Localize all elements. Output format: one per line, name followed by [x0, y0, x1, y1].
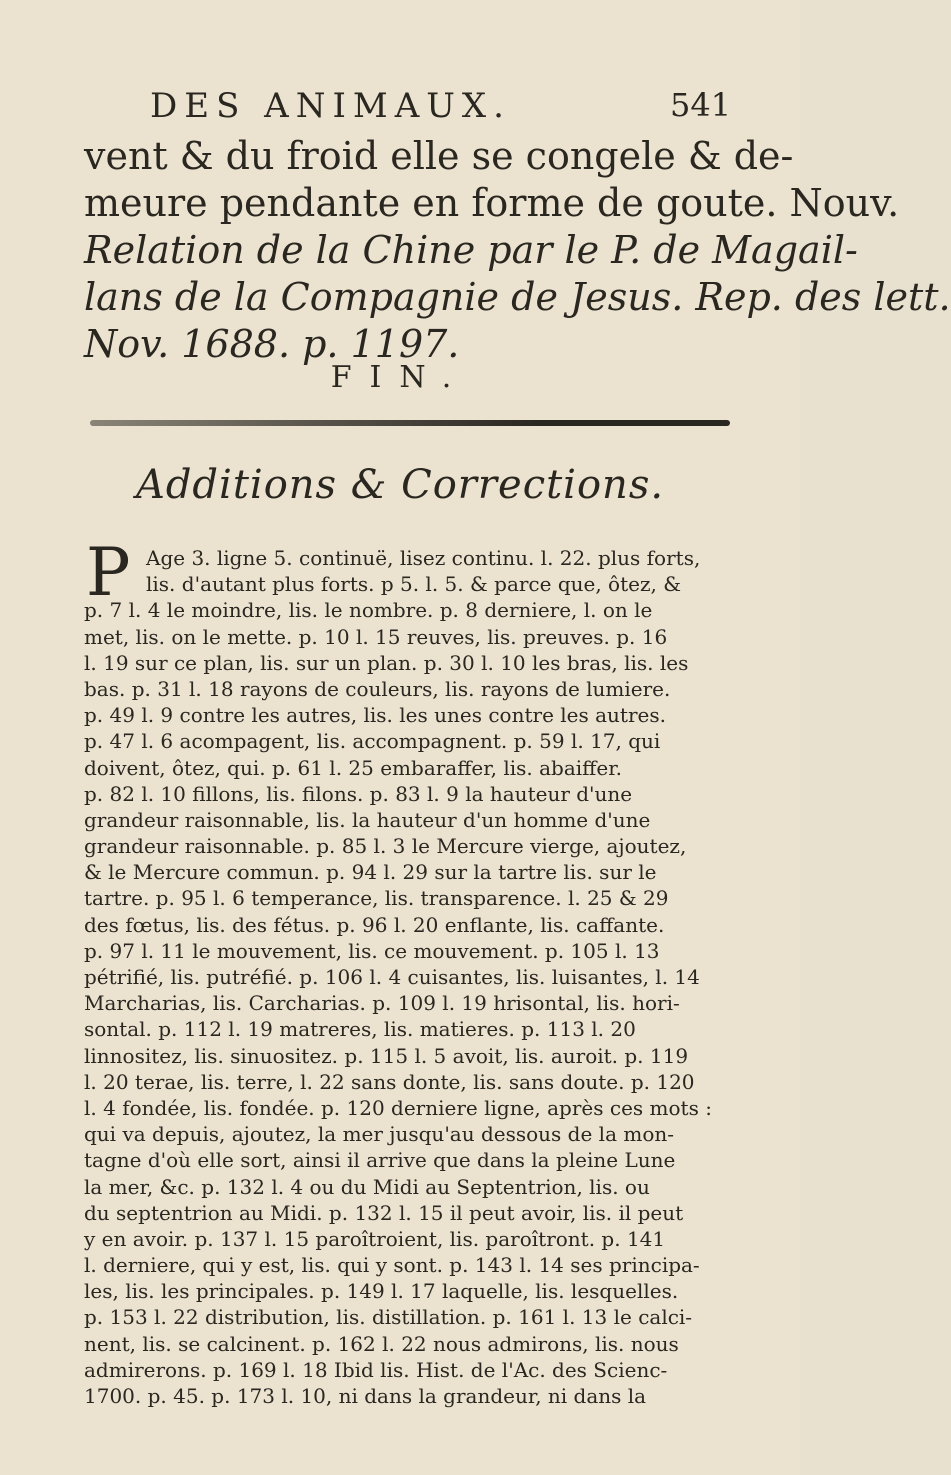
errata-line: p. 7 l. 4 le moindre, lis. le nombre. p. 8 derniere, l. on le	[84, 598, 653, 623]
body-line: meure pendante en forme de goute. Nouv.	[84, 181, 900, 225]
errata-line: 1700. p. 45. p. 173 l. 10, ni dans la grandeur, ni dans la	[84, 1384, 647, 1408]
drop-cap: P	[86, 534, 131, 611]
errata-line: tartre. p. 95 l. 6 temperance, lis. transparence. l. 25 & 29	[84, 886, 669, 911]
section-title: Additions & Corrections.	[135, 462, 665, 508]
errata-line: p. 82 l. 10 fillons, lis. filons. p. 83 l. 9 la hauteur d'une	[84, 781, 633, 806]
errata-line: Age 3. ligne 5. continuë, lisez continu. l. 22. plus forts,	[146, 546, 701, 570]
page-number: 541	[670, 86, 732, 124]
errata-line: lis. d'autant plus forts. p 5. l. 5. & parce que, ôtez, &	[146, 572, 682, 597]
body-line: vent & du froid elle se congele & de-	[84, 134, 794, 178]
errata-line: pétrifié, lis. putréfié. p. 106 l. 4 cuisantes, lis. luisantes, l. 14	[84, 965, 700, 989]
errata-line: du septentrion au Midi. p. 132 l. 15 il peut avoir, lis. il peut	[84, 1200, 684, 1225]
body-line: Relation de la Chine par le P. de Magail-	[84, 228, 858, 272]
errata-line: p. 97 l. 11 le mouvement, lis. ce mouvement. p. 105 l. 13	[84, 938, 660, 963]
errata-line: doivent, ôtez, qui. p. 61 l. 25 embaraffer, lis. abaiffer.	[84, 755, 622, 780]
errata-line: des fœtus, lis. des fétus. p. 96 l. 20 enflante, lis. caffante.	[84, 912, 665, 937]
errata-line: l. 19 sur ce plan, lis. sur un plan. p. 30 l. 10 les bras, lis. les	[84, 650, 689, 675]
errata-line: la mer, &c. p. 132 l. 4 ou du Midi au Septentrion, lis. ou	[84, 1174, 650, 1199]
errata-line: met, lis. on le mette. p. 10 l. 15 reuves, lis. preuves. p. 16	[84, 624, 668, 649]
errata-line: les, lis. les principales. p. 149 l. 17 laquelle, lis. lesquelles.	[84, 1279, 679, 1304]
errata-line: p. 153 l. 22 distribution, lis. distillation. p. 161 l. 13 le calci-	[84, 1305, 693, 1330]
errata-line: nent, lis. se calcinent. p. 162 l. 22 nous admirons, lis. nous	[84, 1331, 679, 1356]
body-line: Nov. 1688. p. 1197.	[84, 322, 460, 366]
errata-line: Marcharias, lis. Carcharias. p. 109 l. 19 hrisontal, lis. hori-	[84, 991, 680, 1016]
errata-line: y en avoir. p. 137 l. 15 paroîtroient, lis. paroîtront. p. 141	[84, 1226, 666, 1251]
running-head: DES ANIMAUX.	[150, 86, 511, 126]
errata-line: linnositez, lis. sinuositez. p. 115 l. 5 avoit, lis. auroit. p. 119	[84, 1043, 689, 1068]
section-rule	[90, 420, 730, 426]
errata-list	[84, 545, 746, 1409]
errata-line: sontal. p. 112 l. 19 matreres, lis. matieres. p. 113 l. 20	[84, 1017, 636, 1042]
body-text	[84, 133, 951, 368]
errata-line: p. 47 l. 6 acompagent, lis. accompagnent. p. 59 l. 17, qui	[84, 729, 661, 754]
errata-line: l. 4 fondée, lis. fondée. p. 120 derniere ligne, après ces mots :	[84, 1095, 712, 1120]
errata-line: l. 20 terae, lis. terre, l. 22 sans donte, lis. sans doute. p. 120	[84, 1069, 695, 1094]
errata-line: qui va depuis, ajoutez, la mer jusqu'au dessous de la mon-	[84, 1122, 674, 1147]
errata-line: & le Mercure commun. p. 94 l. 29 sur la tartre lis. sur le	[84, 860, 657, 885]
fin-mark: FIN.	[330, 360, 470, 395]
errata-line: bas. p. 31 l. 18 rayons de couleurs, lis. rayons de lumiere.	[84, 676, 671, 701]
errata-line: l. derniere, qui y est, lis. qui y sont. p. 143 l. 14 ses principa-	[84, 1253, 700, 1278]
errata-line: grandeur raisonnable. p. 85 l. 3 le Mercure vierge, ajoutez,	[84, 834, 687, 859]
errata-line: admirerons. p. 169 l. 18 Ibid lis. Hist. de l'Ac. des Scienc-	[84, 1357, 668, 1382]
errata-line: tagne d'où elle sort, ainsi il arrive que dans la pleine Lune	[84, 1148, 676, 1173]
body-line: lans de la Compagnie de Jesus. Rep. des lett.	[84, 275, 951, 319]
errata-line: p. 49 l. 9 contre les autres, lis. les unes contre les autres.	[84, 703, 666, 728]
errata-line: grandeur raisonnable, lis. la hauteur d'un homme d'une	[84, 807, 651, 832]
